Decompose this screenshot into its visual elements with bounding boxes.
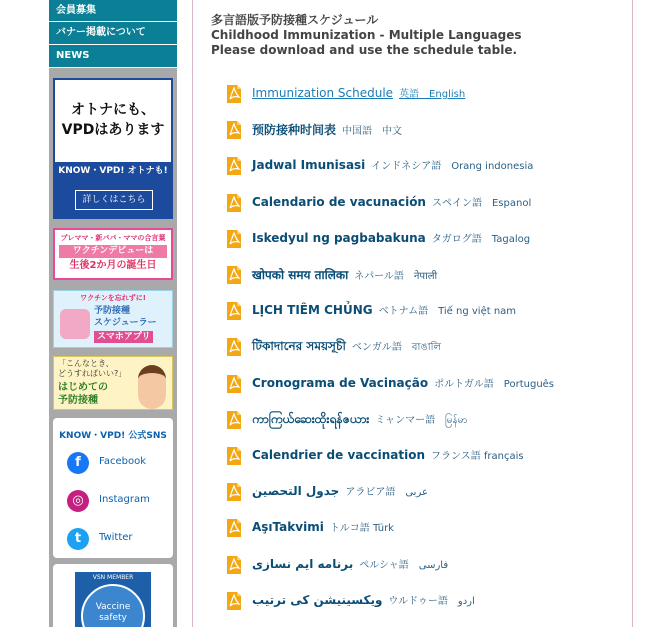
first-line1b: どうすればいい?」 bbox=[58, 369, 127, 378]
schedule-download-link[interactable] bbox=[252, 411, 468, 429]
schedule-download-link[interactable] bbox=[252, 519, 394, 534]
schedule-download-link[interactable] bbox=[252, 338, 441, 358]
schedule-language: フランス語 français bbox=[431, 451, 524, 462]
schedule-title: Jadwal Imunisasi bbox=[252, 158, 366, 172]
schedule-title: Iskedyul ng pagbabakuna bbox=[252, 231, 426, 245]
schedule-language: スペイン語 Espanol bbox=[431, 198, 532, 209]
schedule-title: Cronograma de Vacinação bbox=[252, 376, 429, 390]
adult-vpd-details-button[interactable]: 詳しくはこちら bbox=[75, 190, 153, 210]
schedule-title: Calendrier de vaccination bbox=[252, 448, 425, 462]
facebook-icon: f bbox=[67, 452, 89, 474]
vsn-member-text: VSN MEMBER bbox=[92, 574, 134, 581]
schedule-language: トルコ語 Türk bbox=[329, 523, 394, 534]
first-vaccination-banner[interactable] bbox=[53, 356, 173, 410]
schedule-language: ネパール語 नेपाली bbox=[354, 271, 438, 282]
app-line3: スマホアプリ bbox=[94, 331, 153, 343]
vsn-member-box[interactable] bbox=[53, 564, 173, 627]
vaccine-safety-logo: Vaccine safety bbox=[81, 584, 145, 627]
nav-banner-ads[interactable]: バナー掲載について bbox=[49, 22, 177, 45]
schedule-download-link[interactable] bbox=[252, 85, 465, 100]
nav-member-recruit[interactable]: 会員募集 bbox=[49, 0, 177, 22]
schedule-download-link[interactable] bbox=[252, 157, 533, 172]
schedule-download-link[interactable] bbox=[252, 230, 530, 245]
schedule-title: 预防接种时间表 bbox=[252, 123, 337, 137]
app-line1: ワクチンを忘れずに! bbox=[80, 294, 146, 302]
schedule-download-link[interactable] bbox=[252, 375, 554, 390]
pdf-icon[interactable] bbox=[226, 555, 242, 575]
schedule-language: ポルトガル語 Português bbox=[434, 379, 555, 390]
facebook-link[interactable] bbox=[67, 452, 167, 476]
debut-line3: 生後2か月の誕生日 bbox=[69, 260, 157, 271]
twitter-icon: t bbox=[67, 528, 89, 550]
first-line2b: 予防接種 bbox=[58, 395, 98, 406]
schedule-download-link[interactable] bbox=[252, 483, 428, 498]
adult-vpd-sub: KNOW・VPD! オトナも! bbox=[58, 166, 168, 176]
pdf-icon[interactable] bbox=[226, 84, 242, 104]
instagram-link[interactable] bbox=[67, 490, 167, 514]
adult-vpd-line1: オトナにも、 bbox=[71, 102, 155, 118]
instagram-label: Instagram bbox=[99, 494, 150, 505]
pdf-icon[interactable] bbox=[226, 518, 242, 538]
schedule-language: ウルドゥー語 اردو bbox=[388, 596, 475, 607]
page-title-en: Childhood Immunization - Multiple Languages bbox=[211, 28, 522, 42]
pdf-icon[interactable] bbox=[226, 374, 242, 394]
schedule-language: 中国語 中文 bbox=[342, 126, 403, 137]
schedule-language: ベトナム語 Tiế ng việt nam bbox=[378, 306, 517, 317]
vaccine-debut-banner[interactable] bbox=[53, 228, 173, 280]
sidebar bbox=[49, 0, 177, 627]
page-header bbox=[211, 13, 522, 58]
schedule-language: 英語 English bbox=[399, 89, 466, 100]
page-title-jp: 多言語版予防接種スケジュール bbox=[211, 13, 379, 27]
debut-line1: プレママ・新パパ・ママの合言葉 bbox=[60, 234, 166, 242]
schedule-language: ベンガル語 বাঙালি bbox=[351, 342, 441, 353]
pdf-icon[interactable] bbox=[226, 301, 242, 321]
schedule-title: টিকাদানের সময়সূচী bbox=[252, 339, 346, 353]
debut-line2: ワクチンデビューは bbox=[59, 245, 167, 258]
app-line2 bbox=[94, 305, 157, 329]
first-line1 bbox=[58, 359, 126, 379]
schedule-title: Immunization Schedule bbox=[252, 86, 394, 100]
adult-vpd-banner-text bbox=[55, 80, 171, 162]
schedule-title: برنامه ایم نسازی bbox=[252, 557, 354, 571]
pdf-icon[interactable] bbox=[226, 265, 242, 285]
pdf-icon[interactable] bbox=[226, 482, 242, 502]
official-sns-box bbox=[53, 418, 173, 558]
schedule-language: インドネシア語 Orang indonesia bbox=[371, 161, 534, 172]
first-line2a: はじめての bbox=[58, 382, 108, 393]
adult-vpd-banner[interactable] bbox=[53, 78, 173, 219]
pdf-icon[interactable] bbox=[226, 156, 242, 176]
schedule-download-link[interactable] bbox=[252, 592, 475, 607]
pdf-icon[interactable] bbox=[226, 446, 242, 466]
schedule-title: ကာကြယ်ဆေးထိုးရန်ဇယား bbox=[252, 412, 370, 426]
schedule-title: ویکسینیشن کی ترتیب bbox=[252, 593, 383, 607]
app-line2b: スケジューラー bbox=[94, 318, 157, 328]
schedule-language: ミャンマー語 မြန်မာ bbox=[375, 415, 468, 426]
pdf-icon[interactable] bbox=[226, 193, 242, 213]
app-line2a: 予防接種 bbox=[94, 306, 131, 316]
sns-title: KNOW・VPD! 公式SNS bbox=[59, 431, 167, 441]
twitter-link[interactable] bbox=[67, 528, 167, 552]
schedule-title: खोपको समय तालिका bbox=[252, 268, 349, 282]
pdf-icon[interactable] bbox=[226, 229, 242, 249]
pdf-icon[interactable] bbox=[226, 410, 242, 430]
schedule-download-link[interactable] bbox=[252, 266, 437, 283]
first-line1a: 「こんなとき、 bbox=[58, 359, 114, 368]
facebook-label: Facebook bbox=[99, 456, 146, 467]
schedule-language: ペルシャ語 فارسی bbox=[359, 560, 449, 571]
schedule-title: LỊCH TIÊM CHỦNG bbox=[252, 303, 373, 317]
schedule-language: タガログ語 Tagalog bbox=[431, 234, 531, 245]
schedule-title: Calendario de vacunación bbox=[252, 195, 426, 209]
schedule-download-link[interactable] bbox=[252, 302, 516, 317]
mother-illustration-icon bbox=[138, 365, 166, 409]
schedule-download-link[interactable] bbox=[252, 121, 402, 138]
vaccine-safety-badge bbox=[75, 572, 151, 627]
schedule-title: جدول التحصين bbox=[252, 484, 340, 498]
phone-hand-icon bbox=[60, 309, 90, 339]
pdf-icon[interactable] bbox=[226, 120, 242, 140]
adult-vpd-line2: VPDはあります bbox=[61, 122, 165, 138]
schedule-download-link[interactable] bbox=[252, 556, 448, 571]
instagram-icon: ◎ bbox=[67, 490, 89, 512]
page-instruction: Please download and use the schedule table. bbox=[211, 43, 518, 57]
schedule-download-link[interactable] bbox=[252, 447, 524, 462]
first-line2 bbox=[58, 381, 108, 407]
scheduler-app-banner[interactable] bbox=[53, 290, 173, 348]
twitter-label: Twitter bbox=[99, 532, 133, 543]
nav-news[interactable]: NEWS bbox=[49, 45, 177, 68]
schedule-download-link[interactable] bbox=[252, 194, 531, 209]
pdf-icon[interactable] bbox=[226, 591, 242, 611]
schedule-language: アラビア語 عربى bbox=[345, 487, 428, 498]
pdf-icon[interactable] bbox=[226, 337, 242, 357]
schedule-title: AşıTakvimi bbox=[252, 520, 324, 534]
